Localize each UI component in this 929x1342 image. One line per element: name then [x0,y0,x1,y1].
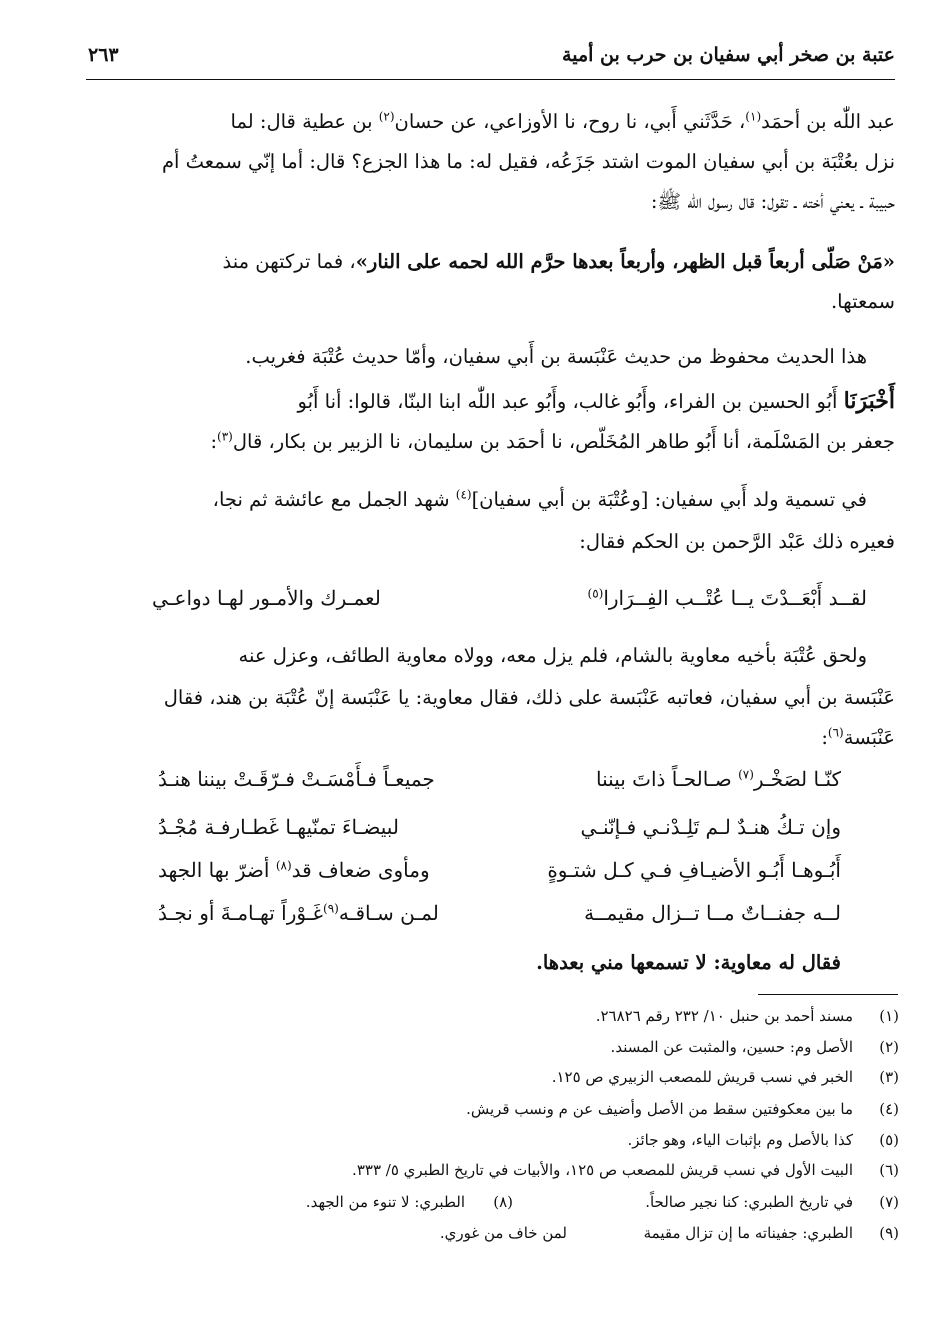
footnote-ref-5[interactable]: (٥) [587,586,604,601]
footnote-ref-9[interactable]: (٩) [323,901,339,916]
body-line-11: ولحق عُتْبَة بأخيه معاوية بالشام، فلم يزل معه، وولاه معاوية الطائف، وعزل عنه [238,644,867,667]
body-line-2: نزل بعُتْبَة بن أبي سفيان الموت اشتد جَزَعُه، فقيل له: ما هذا الجزع؟ قال: أما إنّي سمعتُ أم [161,150,895,173]
hadith-line: «مَنْ صَلّى أربعاً قبل الظهر، وأربعاً بعدها حرَّم الله لحمه على النار»، فما تركتهن منذ [222,250,895,273]
footnote-ref-1[interactable]: (١) [745,109,762,124]
footnote-text: ما بين معكوفتين سقط من الأصل وأضيف عن م ونسب قريش. [466,1100,853,1118]
poem-left-hemistich: ومأوى ضعاف قد$^{(٨)}$ أضرّ بها الجهد [158,858,430,882]
footnote-number: (٥) [879,1131,899,1149]
footnote-number: (٨) [493,1193,513,1211]
body-line-5: سمعتها. [830,290,895,313]
poem-right-hemistich: أَبُـوهـا أَبُـو الأضيـافِ فـي كـل شتـوةٍ [547,858,841,882]
footnote-number: (٣) [879,1068,899,1086]
footnote-text: الأصل وم: حسين، والمثبت عن المسند. [610,1038,853,1056]
isnad-line: أَخْبَرَنَا أَبُو الحسين بن الفراء، وأَبُو غالب، وأَبُو عبد اللّٰه ابنا البنّا، قالوا: أنا أَبُو [297,388,895,414]
footnote-ref-4[interactable]: (٤) [455,487,472,502]
footnote-rule [758,994,898,995]
body-line-9: في تسمية ولد أَبي سفيان: [وعُتْبَة بن أبي سفيان]$^{(٤)}$ شهد الجمل مع عائشة ثم نجا، [212,487,867,511]
footnote-ref-7[interactable]: (٧) [738,767,754,782]
footnote-text: في تاريخ الطبري: كنا نجير صالحاً. [645,1193,853,1211]
body-line-6: هذا الحديث محفوظ من حديث عَنْبَسة بن أَبي سفيان، وأمّا حديث عُتْبَة فغريب. [245,345,867,368]
body-line-13: عَنْبَسة$^{(٦)}$: [821,725,895,749]
poem-left-hemistich: لبيضـاءَ تمنّيهـا غَطـارفـة مُجْـدُ [158,815,399,839]
page-number: ٢٦٣ [88,44,119,66]
akhbarana-lead: أَخْبَرَنَا [843,388,895,414]
footnote-text: لمن خاف من غوري. [439,1224,567,1242]
footnote-text: مسند أحمد بن حنبل ١٠/ ٢٣٢ رقم ٢٦٨٢٦. [595,1007,853,1025]
footnote-text: البيت الأول في نسب قريش للمصعب ص ١٢٥، والأبيات في تاريخ الطبري ٥/ ٣٣٣. [352,1161,853,1179]
footnote-ref-6[interactable]: (٦) [827,725,844,740]
footnote-ref-3[interactable]: (٣) [217,429,233,444]
poem-left-hemistich: جميعـاً فـأَمْسَـتْ فـرّقَـتْ بيننا هنـدُ [158,767,435,791]
poem-right-hemistich: وإن تـكُ هنـدٌ لـم تَلِـدْنـي فـإنّنـي [580,815,841,839]
verse1-left-hemistich: لعمـرك والأمـور لهـا دواعـي [152,586,381,610]
footnote-text: الطبري: جفيناته ما إن تزال مقيمة [643,1224,853,1242]
body-line-3: حبيبة ـ يعني أخته ـ تقول: قال رسول الله ﷺ: [650,190,895,213]
body-line-14: فقال له معاوية: لا تسمعها مني بعدها. [536,951,841,974]
body-line-10: فعيره ذلك عَبْد الرَّحمن بن الحكم فقال: [579,530,895,553]
footnote-number: (٧) [879,1193,899,1211]
footnote-text: الطبري: لا تنوء من الجهد. [305,1193,465,1211]
verse1-right-hemistich: لقــد أَبْعَــدْتَ يــا عُتْــب الفِــرَارا$^{(٥)}$ [587,586,867,610]
poem-left-hemistich: لمـن سـاقـه$^{(٩)}$غَـوْراً تهـامـةَ أو نجـدُ [158,901,439,925]
poem-right-hemistich: كنّـا لصَخْـر$^{(٧)}$ صـالحـاً ذاتَ بيننا [596,767,841,791]
header-rule [86,79,895,80]
footnote-number: (٤) [879,1100,899,1118]
footnote-ref-2[interactable]: (٢) [378,109,395,124]
running-header-title: عتبة بن صخر أبي سفيان بن حرب بن أمية [562,44,895,66]
footnote-text: كذا بالأصل وم بإثبات الياء، وهو جائز. [627,1131,853,1149]
body-line-12: عَنْبَسة بن أبي سفيان، فعاتبه عَنْبَسة على ذلك، فقال معاوية: يا عَنْبَسة إنّ عُتْبَة بن هند، فقال [163,686,895,709]
footnote-number: (١) [879,1007,899,1025]
poem-right-hemistich: لــه جفنــاتٌ مــا تــزال مقيمــة [584,901,841,925]
body-line-8: جعفر بن المَسْلَمة، أنا أَبُو طاهر المُخَلّص، نا أحمَد بن سليمان، نا الزبير بن بكار، قال$^{(٣)}$: [210,429,895,453]
body-line-1: عبد اللّٰه بن أحمَد$^{(١)}$، حَدَّثَني أَبي، نا روح، نا الأوزاعي، عن حسان$^{(٢)}$ بن عطية قال: لما [230,109,895,133]
footnote-number: (٩) [879,1224,899,1242]
hadith-text: «مَنْ صَلّى أربعاً قبل الظهر، وأربعاً بعدها حرَّم الله لحمه على النار» [355,250,895,273]
footnote-ref-8[interactable]: (٨) [275,858,292,873]
footnote-text: الخبر في نسب قريش للمصعب الزبيري ص ١٢٥. [551,1068,853,1086]
footnote-number: (٢) [879,1038,899,1056]
footnote-number: (٦) [879,1161,899,1179]
